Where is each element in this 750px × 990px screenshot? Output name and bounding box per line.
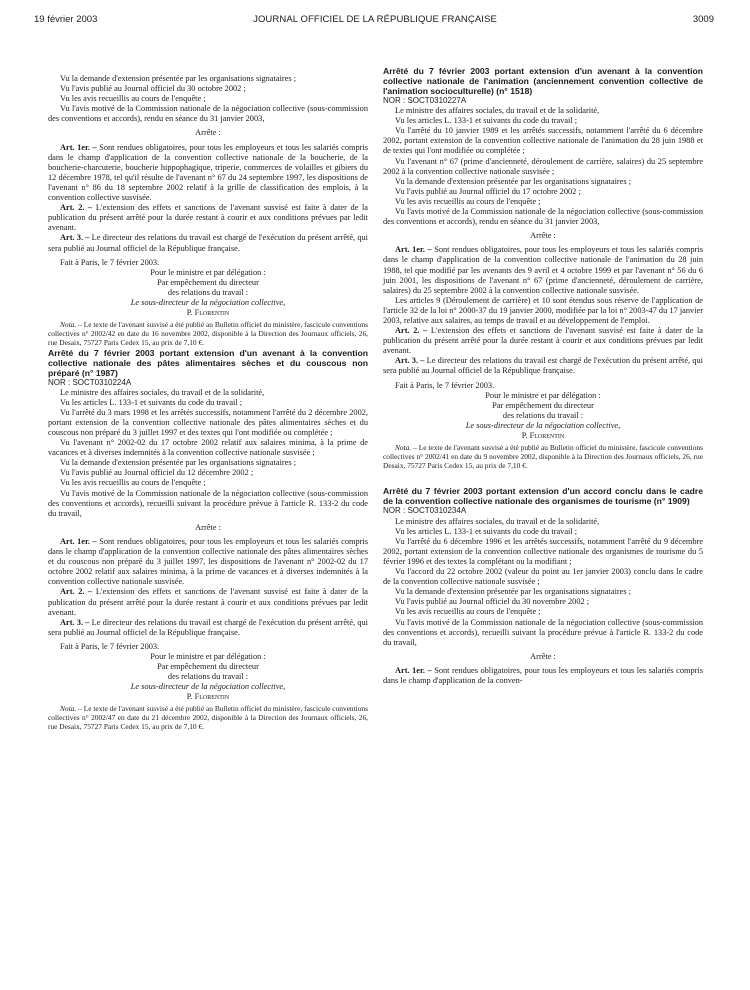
vis-line: Vu la demande d'extension présentée par les organisations signataires ;	[60, 74, 297, 83]
vis-line: Vu les avis recueillis au cours de l'enquête ;	[60, 478, 206, 488]
header-date: 19 février 2003	[34, 14, 98, 25]
page-header	[0, 14, 750, 28]
arrete-heading: Arrête :	[530, 651, 556, 661]
vis-line: Vu l'avis motivé de la Commission nationale de la négociation collective (sous-commission des conventions et accords), recueilli suivant la procédure prévue à l'article R. 133-2 du code du travail,	[48, 488, 368, 518]
signature-line: Pour le ministre et par délégation :	[150, 267, 266, 277]
vis-line: Vu les avis recueillis au cours de l'enquête ;	[60, 94, 206, 104]
article-3	[383, 356, 703, 376]
arrete-title: Arrêté du 7 février 2003 portant extension d'un accord conclu dans le cadre de la convention collective nationale des organismes de tourisme (n° 1909)	[383, 486, 703, 507]
article-text: Sont rendues obligatoires, pour tous les employeurs et tous les salariés compris dans le champ d'application de la convention collective nationale de l'animation du 28 juin 1988, tel que modifié par les avenants des 9 avril et 4 octobre 1999 et par l'avenant n° 56 du 6 juin 2001, les dispositions de l'avenant n° 67 (prime d'ancienneté, déroulement de carrière, salaires) du 25 septembre 2002 à la convention collective nationale susvisée.	[383, 245, 703, 295]
nota-text: Le texte de l'avenant susvisé a été publié au Bulletin officiel du ministère, fascicule conventions collectives n° 2002/42 en date du 16 novembre 2002, disponible à la Direction des Journaux officiels, 26, rue Desaix, 75727 Paris Cedex 15, au prix de 7,10 €.	[48, 320, 369, 347]
article-label: Art. 1er. –	[60, 536, 97, 546]
article-1	[383, 245, 703, 295]
nor-code: NOR : SOCT0310234A	[383, 506, 467, 516]
nota-text: Le texte de l'avenant susvisé a été publié au Bulletin officiel du ministère, fascicule conventions collectives n° 2002/47 en date du 21 décembre 2002, disponible à la Direction des Journaux officiels, 26, rue Desaix, 75727 Paris Cedex 15, au prix de 7,10 €.	[48, 704, 369, 732]
right-column	[383, 66, 703, 686]
vis-line: Vu l'arrêté du 6 décembre 1996 et les arrêtés successifs, notamment l'arrêté du 9 décembre 2002, portant extension de la convention collective nationale des organismes de tourisme du 5 février 1996 et des textes la complétant ou la modifiant ;	[383, 536, 703, 566]
vis-line: Vu la demande d'extension présentée par les organisations signataires ;	[395, 587, 632, 597]
arrete-heading: Arrête :	[530, 231, 556, 241]
arrete-heading: Arrête :	[195, 128, 221, 138]
article-text: L'extension des effets et sanctions de l'avenant susvisé est faite à dater de la publication du présent arrêté pour la durée restant à courir et aux conditions prévues par ledit avenant.	[383, 326, 703, 356]
vis-line: Vu la demande d'extension présentée par les organisations signataires ;	[60, 458, 297, 468]
article-label: Art. 2. –	[395, 326, 428, 336]
signature-line: Par empêchement du directeur	[157, 277, 259, 287]
signature-line: des relations du travail :	[502, 410, 584, 420]
signature-line: Par empêchement du directeur	[492, 400, 594, 410]
article-label: Art. 3. –	[395, 356, 425, 366]
vis-line: Vu l'avenant n° 67 (prime d'ancienneté, déroulement de carrière, salaires) du 25 septembre 2002 à la convention collective nationale susvisée ;	[383, 156, 703, 176]
nota-label: Nota. –	[60, 320, 82, 330]
vis-line: Vu l'avenant n° 2002-02 du 17 octobre 2002 relatif aux salaires minima, à la prime de vacances et à diverses indemnités à la convention collective nationale susvisée ;	[48, 438, 368, 458]
vis-line: Vu l'avis publié au Journal officiel du 12 décembre 2002 ;	[60, 468, 254, 478]
article-label: Art. 2. –	[60, 203, 93, 213]
vis-line: Le ministre des affaires sociales, du travail et de la solidarité,	[395, 516, 600, 526]
article-label: Art. 2. –	[60, 587, 93, 597]
signature-line: Par empêchement du directeur	[157, 662, 259, 672]
vis-line: Le ministre des affaires sociales, du travail et de la solidarité,	[395, 106, 600, 116]
fait-a-paris: Fait à Paris, le 7 février 2003.	[395, 380, 495, 390]
nor-code: NOR : SOCT0310227A	[383, 96, 467, 105]
vis-line: Vu les articles L. 133-1 et suivants du code du travail ;	[395, 526, 578, 536]
article-2	[48, 203, 368, 233]
vis-line: Vu l'avis publié au Journal officiel du 17 octobre 2002 ;	[395, 186, 581, 196]
nota	[48, 321, 368, 347]
article-label: Art. 3. –	[60, 233, 90, 243]
article-text: Le directeur des relations du travail est chargé de l'exécution du présent arrêté, qui sera publié au Journal officiel de la République française.	[383, 356, 703, 376]
signature-title: Le sous-directeur de la négociation collective,	[130, 297, 286, 307]
signature-line: Pour le ministre et par délégation :	[150, 651, 266, 661]
nor-code: NOR : SOCT0310224A	[48, 377, 132, 387]
journal-title: JOURNAL OFFICIEL DE LA RÉPUBLIQUE FRANÇAISE	[253, 14, 497, 25]
article-1-continued: Les articles 9 (Déroulement de carrière) et 10 sont étendus sous réserve de l'application de l'article 32 de la loi n° 2000-37 du 19 janvier 2000, modifiée par la loi n° 2003-47 du 17 janvier 2003, relative aux salaires, au temps de travail et au développement de l'emploi.	[383, 295, 703, 325]
nota	[48, 705, 368, 731]
fait-a-paris: Fait à Paris, le 7 février 2003.	[60, 641, 160, 651]
arrete-title: Arrêté du 7 février 2003 portant extension d'un avenant à la convention collective nationale de l'animation (anciennement convention collective de l'animation socioculturelle) (n° 1518)	[383, 66, 703, 96]
signatory-name: P. Florentin	[186, 308, 230, 318]
article-2	[383, 326, 703, 356]
vis-line: Vu l'arrêté du 10 janvier 1989 et les arrêtés successifs, notamment l'arrêté du 6 décembre 2002, portant extension de la convention collective nationale de l'animation du 28 juin 1988 et de textes qui l'ont modifiée ou complétée ;	[383, 126, 703, 156]
article-text: Le directeur des relations du travail est chargé de l'exécution du présent arrêté, qui sera publié au Journal officiel de la République française.	[48, 233, 368, 253]
article-text: L'extension des effets et sanctions de l'avenant susvisé est faite à dater de la publication du présent arrêté pour la durée restant à courir et aux conditions prévues par ledit avenant.	[48, 203, 368, 233]
article-label: Art. 1er. –	[60, 142, 97, 152]
nota-label: Nota. –	[60, 704, 82, 714]
fait-a-paris: Fait à Paris, le 7 février 2003.	[60, 257, 160, 267]
signature-line: des relations du travail :	[167, 287, 249, 297]
vis-line: Vu l'avis motivé de la Commission nationale de la négociation collective (sous-commission des conventions et accords), rendu en séance du 31 janvier 2003,	[383, 207, 703, 227]
nota-text: Le texte de l'avenant susvisé a été publié au Bulletin officiel du ministère, fascicule conventions collectives n° 2002/41 en date du 9 novembre 2002, disponible à la Direction des Journaux officiels, 26, rue Desaix, 75727 Paris Cedex 15, au prix de 7,10 €.	[383, 443, 704, 470]
signatory-name: P. Florentin	[521, 431, 565, 440]
vis-line: Vu l'arrêté du 3 mars 1998 et les arrêtés successifs, notamment l'arrêté du 2 décembre 2002, portant extension de la convention collective nationale des pâtes alimentaires sèches et du couscous non préparé du 3 juillet 1997 et des textes qui l'ont modifiée ou complétée ;	[48, 407, 368, 438]
nota	[383, 444, 703, 470]
signatory-name: P. Florentin	[186, 692, 230, 702]
article-text: Sont rendues obligatoires, pour tous les employeurs et tous les salariés compris dans le champ d'application de la convention collective nationale des pâtes alimentaires sèches et du couscous non préparé du 3 juillet 1997, les dispositions de l'avenant n° 2002-02 du 17 octobre 2002 relatif aux salaires minima, à la prime de vacances et à diverses indemnités à la convention collective nationale susvisée.	[48, 536, 368, 587]
article-text: Le directeur des relations du travail est chargé de l'exécution du présent arrêté, qui sera publié au Journal officiel de la République française.	[48, 617, 368, 637]
vis-line: Vu l'accord du 22 octobre 2002 (valeur du point au 1er janvier 2003) conclu dans le cadre de la convention collective nationale susvisée ;	[383, 567, 703, 587]
article-text: Sont rendues obligatoires, pour tous les employeurs et tous les salariés compris dans le champ d'application de la conven-	[383, 665, 703, 685]
nota-label: Nota. –	[395, 443, 417, 453]
article-2	[48, 587, 368, 617]
article-1	[48, 537, 368, 587]
left-column	[48, 74, 368, 732]
article-text: Sont rendues obligatoires, pour tous les employeurs et tous les salariés compris dans le champ d'application de la convention collective nationale de la boucherie, de la boucherie-charcuterie, boucherie hippophagique, triperie, commerces de volailles et gibiers du 12 décembre 1978, tel qu'il résulte de l'avenant n° 67 du 24 septembre 1997, les dispositions de l'avenant n° 86 du 18 septembre 2002 relatif à la grille de classification des emplois, à la convention collective susvisée.	[48, 142, 368, 203]
vis-line: Vu l'avis motivé de la Commission nationale de la négociation collective (sous-commission des conventions et accords), rendu en séance du 31 janvier 2003,	[48, 104, 368, 124]
vis-line: Vu les avis recueillis au cours de l'enquête ;	[395, 607, 541, 617]
article-label: Art. 1er. –	[395, 245, 432, 255]
article-text: L'extension des effets et sanctions de l'avenant susvisé est faite à dater de la publication du présent arrêté pour la durée restant à courir et aux conditions prévues par ledit avenant.	[48, 587, 368, 617]
signature-title: Le sous-directeur de la négociation collective,	[130, 682, 286, 692]
vis-line: Vu les avis recueillis au cours de l'enquête ;	[395, 196, 541, 206]
vis-line: Vu l'avis motivé de la Commission nationale de la négociation collective (sous-commission des conventions et accords), recueilli suivant la procédure prévue à l'article R. 133-2 du code du travail,	[383, 617, 703, 647]
vis-line: Vu l'avis publié au Journal officiel du 30 novembre 2002 ;	[395, 597, 590, 607]
signature-title: Le sous-directeur de la négociation collective,	[465, 420, 621, 430]
article-1	[383, 666, 703, 686]
article-3	[48, 233, 368, 253]
signature-line: des relations du travail :	[167, 672, 249, 682]
article-label: Art. 3. –	[60, 617, 90, 627]
vis-line: Le ministre des affaires sociales, du travail et de la solidarité,	[60, 387, 265, 397]
vis-line: Vu les articles L. 133-1 et suivants du code du travail ;	[60, 397, 243, 407]
article-3	[48, 618, 368, 638]
page-number: 3009	[692, 14, 714, 25]
article-label: Art. 1er. –	[395, 665, 432, 675]
signature-line: Pour le ministre et par délégation :	[485, 390, 601, 400]
article-1	[48, 143, 368, 204]
arrete-title: Arrêté du 7 février 2003 portant extension d'un avenant à la convention collective nationale des pâtes alimentaires sèches et du couscous non préparé (n° 1987)	[48, 347, 368, 378]
vis-line: Vu les articles L. 133-1 et suivants du code du travail ;	[395, 116, 578, 126]
vis-line: Vu la demande d'extension présentée par les organisations signataires ;	[395, 176, 632, 186]
arrete-heading: Arrête :	[195, 522, 221, 532]
vis-line: Vu l'avis publié au Journal officiel du 30 octobre 2002 ;	[60, 84, 246, 94]
